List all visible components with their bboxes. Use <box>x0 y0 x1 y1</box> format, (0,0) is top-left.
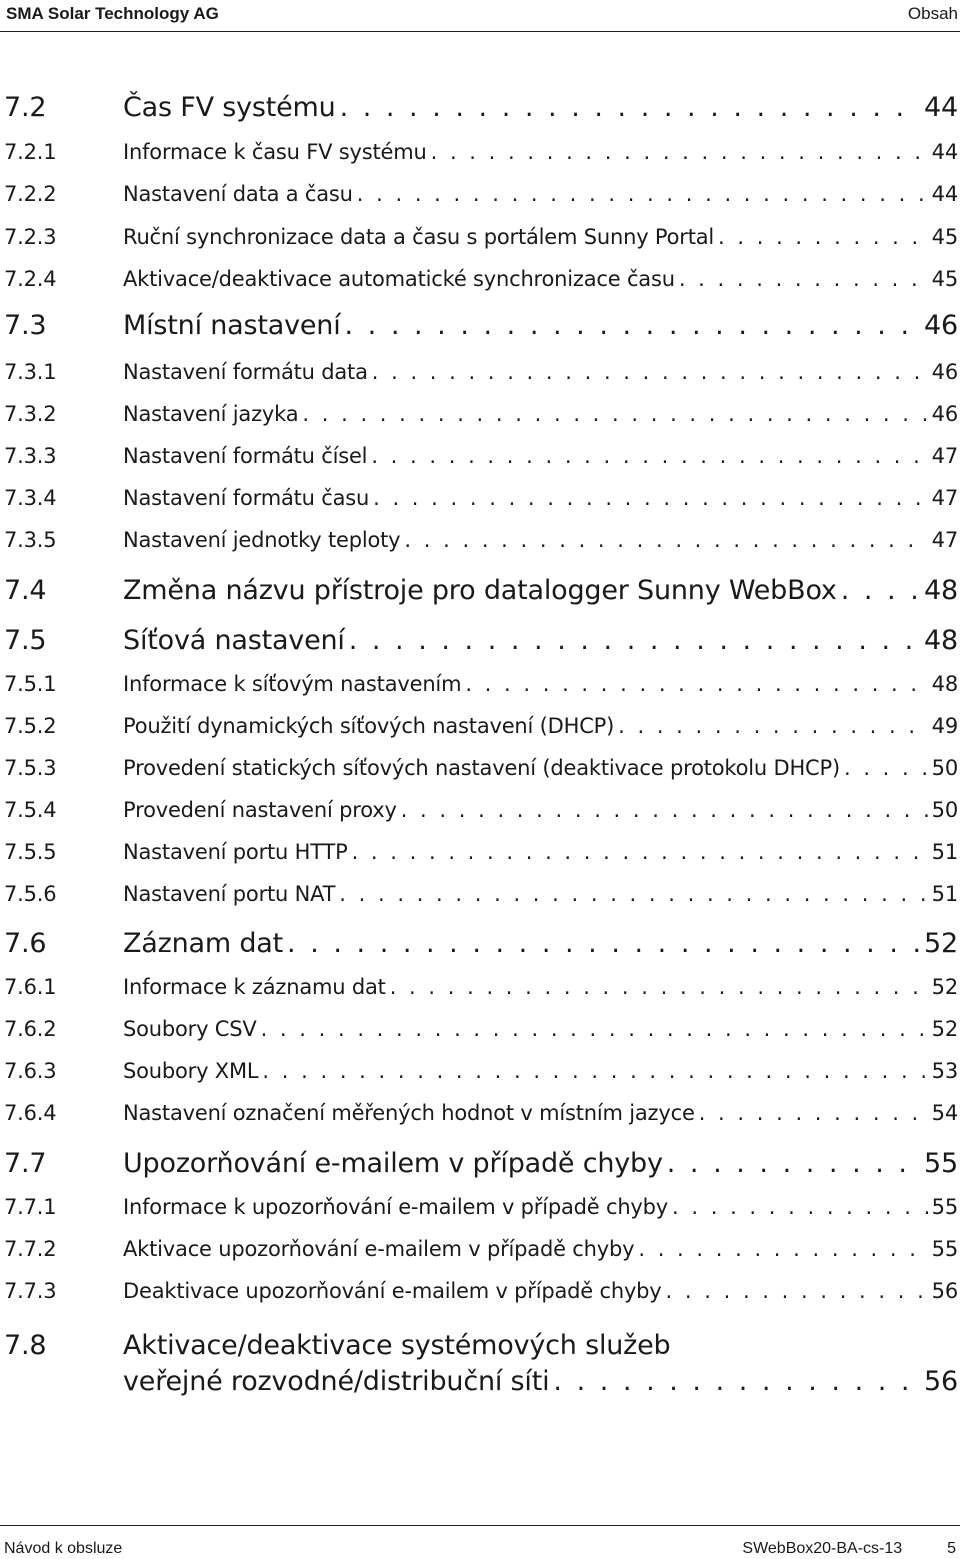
toc-entry-number: 7.2 <box>4 92 47 123</box>
toc-entry-title: Nastavení portu HTTP <box>123 840 348 864</box>
toc-entry[interactable] <box>0 840 960 864</box>
toc-entry-page: 48 <box>931 672 958 696</box>
toc-entry[interactable] <box>0 360 960 384</box>
toc-entry-page: 56 <box>931 1279 958 1303</box>
toc-leader-dots <box>844 756 928 780</box>
toc-leader-dots <box>672 1195 928 1219</box>
toc-entry-title: Deaktivace upozorňování e-mailem v případě chyby <box>123 1279 662 1303</box>
toc-entry-number: 7.2.3 <box>4 225 57 249</box>
toc-leader-dots <box>666 1279 928 1303</box>
toc-entry-title: Informace k záznamu dat <box>123 975 386 999</box>
toc-entry-7-8-line2[interactable] <box>0 1366 960 1397</box>
toc-leader-dots <box>287 928 920 959</box>
toc-entry-title: Nastavení formátu času <box>123 486 370 510</box>
toc-entry-page: 53 <box>931 1059 958 1083</box>
toc-entry[interactable] <box>0 672 960 696</box>
toc-entry-number: 7.5.3 <box>4 756 57 780</box>
toc-leader-dots <box>339 882 927 906</box>
toc-leader-dots <box>302 402 927 426</box>
toc-entry-number: 7.3.3 <box>4 444 57 468</box>
toc-leader-dots <box>553 1366 920 1397</box>
toc-entry-page: 48 <box>924 575 958 606</box>
toc-entry-title: Upozorňování e-mailem v případě chyby <box>123 1148 663 1179</box>
toc-entry[interactable] <box>0 528 960 552</box>
toc-leader-dots <box>667 1148 920 1179</box>
toc-entry-page: 47 <box>931 444 958 468</box>
toc-entry-page: 44 <box>924 92 958 123</box>
toc-leader-dots <box>718 225 928 249</box>
toc-entry-title: Místní nastavení <box>123 310 341 341</box>
toc-entry-page: 47 <box>931 486 958 510</box>
toc-entry[interactable] <box>0 1059 960 1083</box>
toc-entry-page: 47 <box>931 528 958 552</box>
toc-entry[interactable] <box>0 225 960 249</box>
toc-entry-title: Nastavení formátu data <box>123 360 368 384</box>
toc-leader-dots <box>699 1101 928 1125</box>
toc-entry-title: Ruční synchronizace data a času s portálem Sunny Portal <box>123 225 715 249</box>
toc-entry-page: 55 <box>931 1195 958 1219</box>
footer-rule <box>0 1525 960 1526</box>
toc-entry-page: 51 <box>931 882 958 906</box>
toc-entry[interactable] <box>0 1101 960 1125</box>
toc-leader-dots <box>349 625 920 656</box>
toc-entry-number: 7.3.2 <box>4 402 57 426</box>
toc-entry-title-line2: veřejné rozvodné/distribuční síti <box>123 1366 550 1397</box>
toc-entry-page: 52 <box>931 1017 958 1041</box>
section-name: Obsah <box>907 4 958 23</box>
toc-entry-number: 7.3.5 <box>4 528 57 552</box>
toc-entry-number: 7.7 <box>4 1148 47 1179</box>
toc-entry[interactable] <box>0 882 960 906</box>
toc-entry[interactable] <box>0 928 960 959</box>
toc-leader-dots <box>262 1059 927 1083</box>
toc-entry[interactable] <box>0 486 960 510</box>
toc-entry-page: 46 <box>931 402 958 426</box>
toc-entry-number: 7.7.2 <box>4 1237 57 1261</box>
toc-entry-page: 44 <box>931 182 958 206</box>
toc-entry-title: Nastavení formátu čísel <box>123 444 368 468</box>
page-number: 5 <box>947 1540 956 1557</box>
manual-type: Návod k obsluze <box>4 1540 123 1557</box>
toc-entry-number: 7.3 <box>4 310 47 341</box>
toc-entry[interactable] <box>0 140 960 164</box>
toc-leader-dots <box>841 575 920 606</box>
toc-entry-title: Informace k upozorňování e-mailem v případě chyby <box>123 1195 669 1219</box>
toc-entry-number: 7.5 <box>4 625 47 656</box>
toc-entry-number: 7.8 <box>4 1330 47 1361</box>
toc-entry-title: Nastavení jazyka <box>123 402 299 426</box>
toc-entry[interactable] <box>0 310 960 341</box>
toc-entry-page: 52 <box>931 975 958 999</box>
toc-leader-dots <box>679 267 928 291</box>
toc-entry[interactable] <box>0 444 960 468</box>
toc-entry-title: Použití dynamických síťových nastavení (DHCP) <box>123 714 615 738</box>
header-rule <box>0 31 960 32</box>
toc-entry-page: 49 <box>931 714 958 738</box>
toc-entry-title: Soubory XML <box>123 1059 259 1083</box>
toc-entry-page: 51 <box>931 840 958 864</box>
toc-entry-number: 7.6.1 <box>4 975 57 999</box>
toc-entry-number: 7.6 <box>4 928 47 959</box>
toc-entry-title: Provedení statických síťových nastavení (deaktivace protokolu DHCP) <box>123 756 840 780</box>
toc-leader-dots <box>357 182 928 206</box>
toc-entry[interactable] <box>0 798 960 822</box>
toc-entry-number: 7.6.4 <box>4 1101 57 1125</box>
toc-leader-dots <box>352 840 928 864</box>
toc-entry-page: 56 <box>924 1366 958 1397</box>
toc-entry-page: 54 <box>931 1101 958 1125</box>
toc-entry-page: 50 <box>931 798 958 822</box>
page-header <box>0 0 960 30</box>
toc-entry-number: 7.6.3 <box>4 1059 57 1083</box>
toc-entry-title: Nastavení jednotky teploty <box>123 528 401 552</box>
toc-entry-title: Informace k síťovým nastavením <box>123 672 462 696</box>
toc-entry[interactable] <box>0 1237 960 1261</box>
toc-entry-page: 44 <box>931 140 958 164</box>
toc-entry-title: Změna názvu přístroje pro datalogger Sunny WebBox <box>123 575 837 606</box>
toc-entry-number: 7.2.4 <box>4 267 57 291</box>
toc-entry[interactable] <box>0 975 960 999</box>
toc-entry-page: 52 <box>924 928 958 959</box>
toc-entry-page: 48 <box>924 625 958 656</box>
toc-leader-dots <box>404 528 927 552</box>
document-code: SWebBox20-BA-cs-13 <box>742 1540 903 1557</box>
toc-entry-title-line1: Aktivace/deaktivace systémových služeb <box>123 1330 671 1361</box>
toc-entry[interactable] <box>0 714 960 738</box>
toc-entry-page: 55 <box>924 1148 958 1179</box>
toc-entry-title: Čas FV systému <box>123 92 336 123</box>
toc-leader-dots <box>372 360 928 384</box>
toc-entry-number: 7.3.1 <box>4 360 57 384</box>
toc-entry-page: 45 <box>931 267 958 291</box>
toc-entry[interactable] <box>0 1279 960 1303</box>
toc-leader-dots <box>431 140 928 164</box>
toc-entry-title: Záznam dat <box>123 928 284 959</box>
toc-entry[interactable] <box>0 1148 960 1179</box>
toc-entry-title: Aktivace/deaktivace automatické synchronizace času <box>123 267 675 291</box>
toc-entry-number: 7.2.1 <box>4 140 57 164</box>
toc-leader-dots <box>401 798 928 822</box>
toc-entry[interactable] <box>0 1017 960 1041</box>
toc-entry-title: Nastavení označení měřených hodnot v místním jazyce <box>123 1101 695 1125</box>
toc-entry[interactable] <box>0 182 960 206</box>
toc-entry-page: 50 <box>931 756 958 780</box>
company-name: SMA Solar Technology AG <box>6 4 219 23</box>
toc-leader-dots <box>465 672 927 696</box>
toc-entry-title: Síťová nastavení <box>123 625 345 656</box>
toc-entry-number: 7.5.4 <box>4 798 57 822</box>
toc-entry-page: 55 <box>931 1237 958 1261</box>
toc-entry-title: Provedení nastavení proxy <box>123 798 397 822</box>
toc-entry[interactable] <box>0 402 960 426</box>
toc-leader-dots <box>390 975 928 999</box>
toc-entry[interactable] <box>0 756 960 780</box>
toc-entry-title: Nastavení data a času <box>123 182 353 206</box>
toc-entry-number: 7.5.2 <box>4 714 57 738</box>
toc-entry-title: Nastavení portu NAT <box>123 882 336 906</box>
toc-entry-number: 7.2.2 <box>4 182 57 206</box>
toc-leader-dots <box>345 310 921 341</box>
toc-entry-title: Informace k času FV systému <box>123 140 427 164</box>
toc-entry[interactable] <box>0 1195 960 1219</box>
toc-entry-title: Aktivace upozorňování e-mailem v případě chyby <box>123 1237 635 1261</box>
toc-entry-number: 7.5.5 <box>4 840 57 864</box>
toc-entry-number: 7.5.1 <box>4 672 57 696</box>
toc-entry-number: 7.7.3 <box>4 1279 57 1303</box>
toc-entry-number: 7.7.1 <box>4 1195 57 1219</box>
toc-entry-number: 7.5.6 <box>4 882 57 906</box>
toc-entry-number: 7.4 <box>4 575 47 606</box>
toc-entry[interactable] <box>0 575 960 606</box>
toc-entry-page: 46 <box>924 310 958 341</box>
toc-entry[interactable] <box>0 625 960 656</box>
toc-entry-number: 7.6.2 <box>4 1017 57 1041</box>
toc-leader-dots <box>340 92 920 123</box>
toc-leader-dots <box>261 1017 928 1041</box>
toc-entry[interactable] <box>0 92 960 123</box>
toc-entry-title: Soubory CSV <box>123 1017 257 1041</box>
toc-leader-dots <box>373 486 928 510</box>
toc-entry[interactable] <box>0 267 960 291</box>
toc-entry-page: 46 <box>931 360 958 384</box>
toc-leader-dots <box>371 444 927 468</box>
toc-leader-dots <box>618 714 928 738</box>
toc-leader-dots <box>638 1237 927 1261</box>
footer-doc-and-page <box>742 1540 956 1558</box>
toc-entry-page: 45 <box>931 225 958 249</box>
toc-entry-number: 7.3.4 <box>4 486 57 510</box>
